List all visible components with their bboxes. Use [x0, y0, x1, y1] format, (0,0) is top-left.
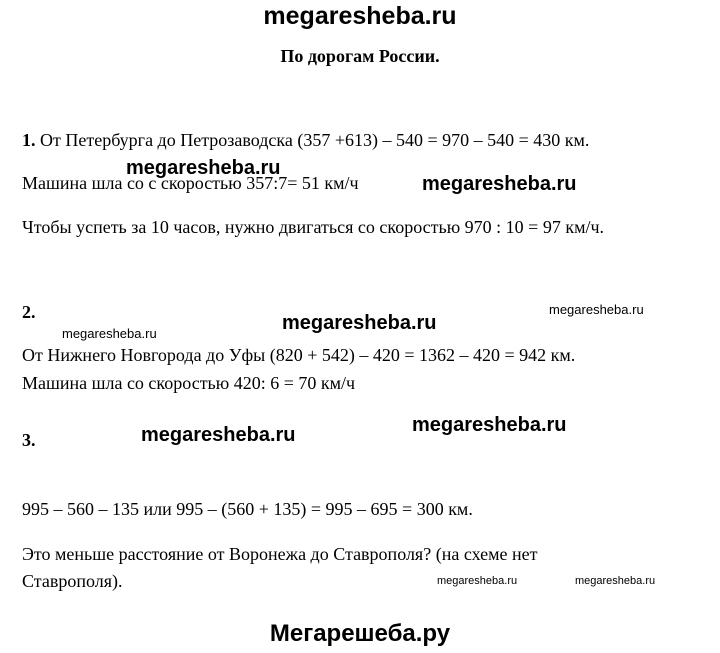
task-1-line-3: Чтобы успеть за 10 часов, нужно двигаться со скоростью 970 : 10 = 97 км/ч. — [22, 217, 605, 237]
task-1-number: 1. — [22, 130, 36, 150]
task-2-number: 2. — [22, 302, 36, 322]
watermark: megaresheba.ru — [282, 312, 437, 334]
task-3-number: 3. — [22, 430, 36, 450]
watermark: megaresheba.ru — [126, 157, 281, 179]
task-3-line-1: 995 – 560 – 135 или 995 – (560 + 135) = 995 – 695 = 300 км. — [22, 499, 473, 519]
footer-brand: Мегарешеба.ру — [269, 620, 451, 647]
watermark: megaresheba.ru — [62, 326, 157, 341]
watermark: megaresheba.ru — [422, 173, 577, 195]
watermark: megaresheba.ru — [575, 575, 656, 587]
task-1-line-2: Машина шла со с скоростью 357:7= 51 км/ч — [22, 173, 359, 193]
watermark: megaresheba.ru — [141, 424, 296, 446]
page-heading: По дорогам России. — [280, 46, 440, 66]
task-2-line-1: От Нижнего Новгорода до Уфы (820 + 542) – 420 = 1362 – 420 = 942 км. — [22, 345, 576, 365]
watermark: megaresheba.ru — [437, 575, 518, 587]
watermark: megaresheba.ru — [412, 414, 567, 436]
task-3-line-3: Ставрополя). — [22, 571, 123, 591]
watermark: megaresheba.ru — [549, 302, 644, 317]
task-1-line-1 — [22, 129, 589, 151]
site-title: megaresheba.ru — [263, 2, 457, 30]
task-1-text-1: От Петербурга до Петрозаводска (357 +613) – 540 = 970 – 540 = 430 км. — [40, 130, 590, 150]
task-2-line-2: Машина шла со скоростью 420: 6 = 70 км/ч — [22, 373, 356, 393]
task-3-line-2: Это меньше расстояние от Воронежа до Ставрополя? (на схеме нет — [22, 544, 538, 564]
